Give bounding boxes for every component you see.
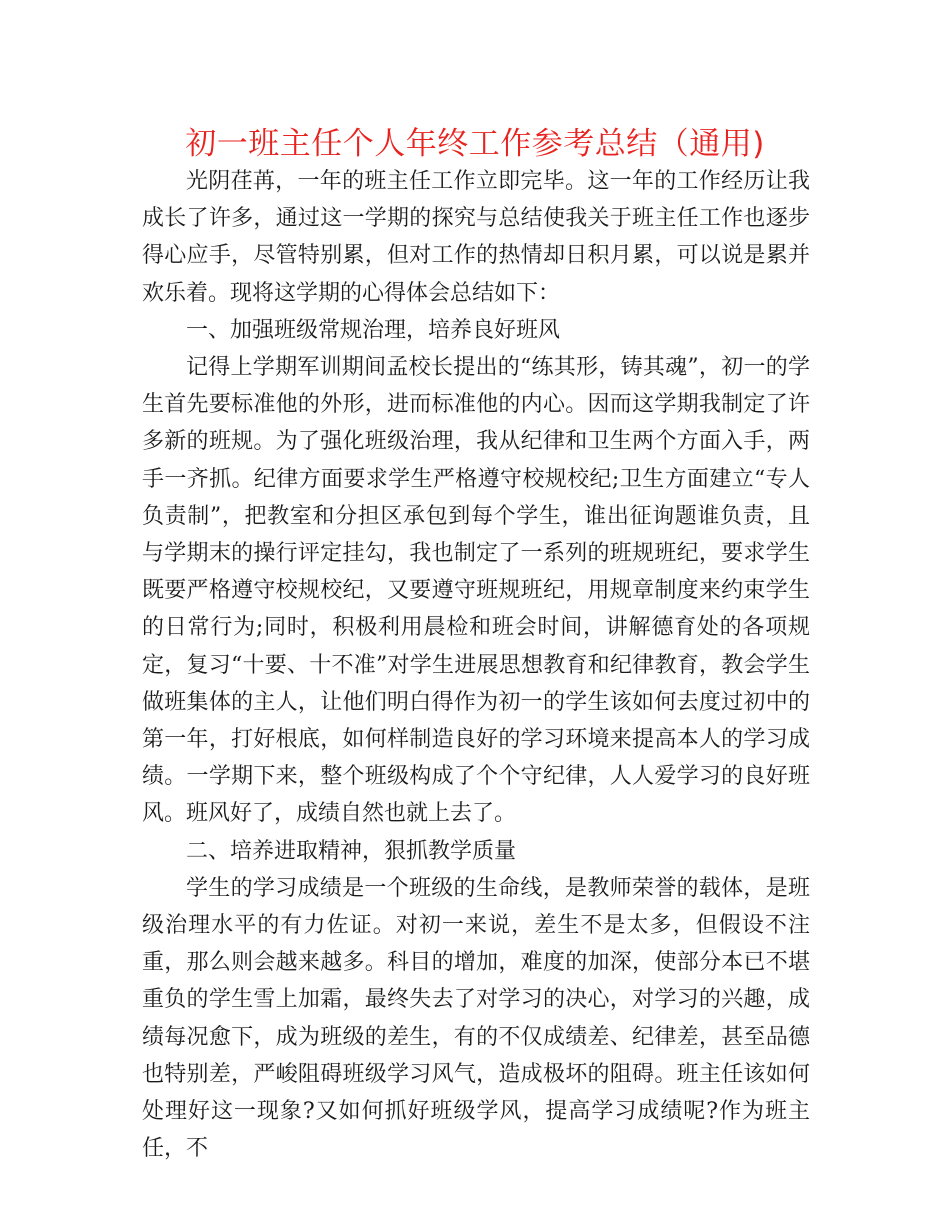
paragraph-intro: 光阴荏苒，一年的班主任工作立即完毕。这一年的工作经历让我成长了许多，通过这一学期的探究与总结使我关于班主任工作也逐步得心应手，尽管特别累，但对工作的热情却日积月累，可以说是累并欢乐着。现将这学期的心得体会总结如下： — [142, 169, 810, 306]
paragraph-section-1: 记得上学期军训期间孟校长提出的“练其形，铸其魂”，初一的学生首先要标准他的外形，进而标准他的内心。因而这学期我制定了许多新的班规。为了强化班级治理，我从纪律和卫生两个方面入手，两手一齐抓。纪律方面要求学生严格遵守校规校纪;卫生方面建立“专人负责制”，把教室和分担区承包到每个学生，谁出征询题谁负责，且与学期末的操行评定挂勾，我也制定了一系列的班规班纪，要求学生既要严格遵守校规校纪，又要遵守班规班纪，用规章制度来约束学生的日常行为;同时，积极利用晨检和班会时间，讲解德育处的各项规定，复习“十要、十不准”对学生进展思想教育和纪律教育，教会学生做班集体的主人，让他们明白得作为初一的学生该如何去度过初中的第一年，打好根底，如何样制造良好的学习环境来提高本人的学习成绩。一学期下来，整个班级构成了个个守纪律，人人爱学习的良好班风。班风好了，成绩自然也就上去了。 — [142, 355, 810, 827]
document-body — [142, 163, 810, 1167]
paragraph-section-2: 学生的学习成绩是一个班级的生命线，是教师荣誉的载体，是班级治理水平的有力佐证。对初一来说，差生不是太多，但假设不注重，那么则会越来越多。科目的增加，难度的加深，使部分本已不堪重负的学生雪上加霜，最终失去了对学习的决心，对学习的兴趣，成绩每况愈下，成为班级的差生，有的不仅成绩差、纪律差，甚至品德也特别差，严峻阻碍班级学习风气，造成极坏的阻碍。班主任该如何处理好这一现象?又如何抓好班级学风，提高学习成绩呢?作为班主任，不 — [142, 875, 810, 1162]
section-heading-1: 一、加强班级常规治理，培养良好班风 — [186, 317, 561, 343]
section-heading-2: 二、培养进取精神，狠抓教学质量 — [186, 838, 517, 864]
document-title: 初一班主任个人年终工作参考总结（通用) — [185, 126, 765, 162]
